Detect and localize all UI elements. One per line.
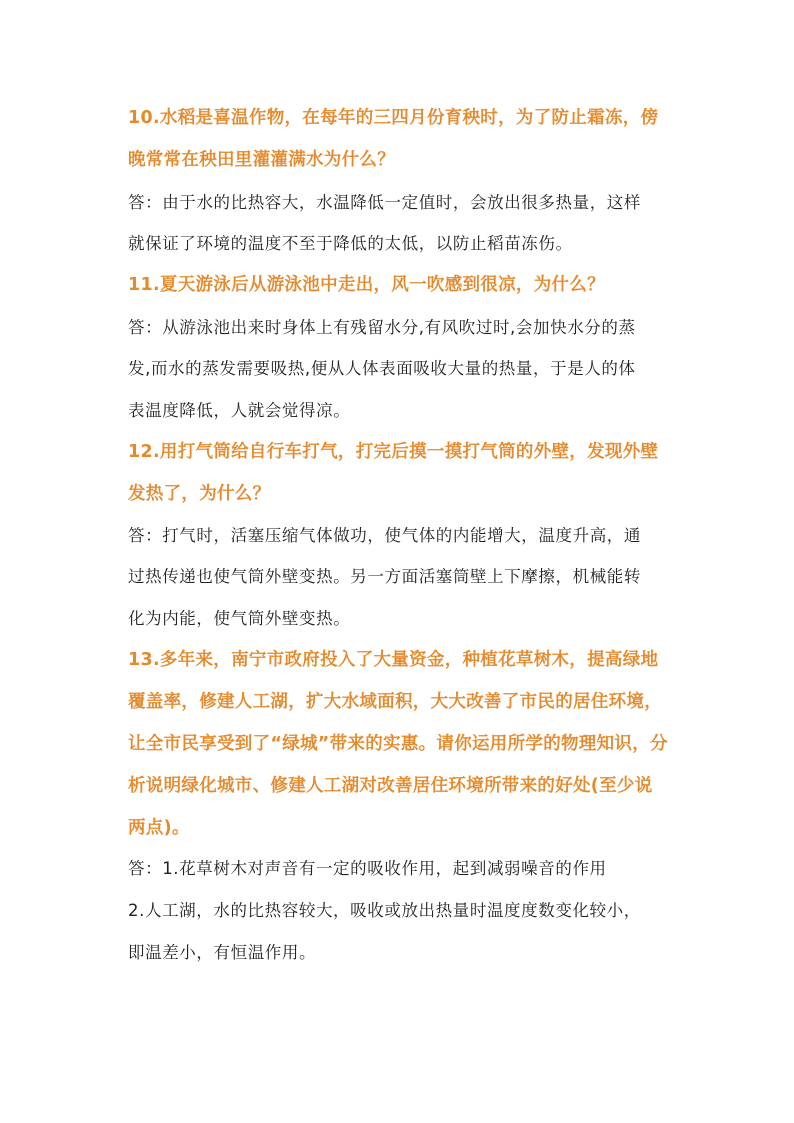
question-13-line-4: 析说明绿化城市、修建人工湖对改善居住环境所带来的好处(至少说 — [128, 776, 653, 796]
question-11-line-1: 11.夏天游泳后从游泳池中走出，风一吹感到很凉，为什么？ — [128, 275, 605, 295]
answer-11-line-1: 答：从游泳池出来时身体上有残留水分,有风吹过时,会加快水分的蒸 — [128, 318, 636, 337]
answer-10-line-2: 就保证了环境的温度不至于降低的太低，以防止稻苗冻伤。 — [128, 234, 573, 253]
question-13-line-1: 13.多年来，南宁市政府投入了大量资金，种植花草树木，提高绿地 — [128, 650, 659, 670]
answer-12-line-3: 化为内能，使气筒外壁变热。 — [128, 609, 351, 628]
question-12-line-2: 发热了，为什么？ — [128, 484, 271, 504]
answer-13-line-3: 即温差小，有恒温作用。 — [128, 943, 317, 962]
answer-11-line-2: 发,而水的蒸发需要吸热,便从人体表面吸收大量的热量，于是人的体 — [128, 359, 636, 378]
answer-11-line-3: 表温度降低，人就会觉得凉。 — [128, 401, 351, 420]
question-10-line-1: 10.水稻是喜温作物，在每年的三四月份育秧时，为了防止霜冻，傍 — [128, 108, 659, 128]
question-13-line-3: 让全市民享受到了“绿城”带来的实惠。请你运用所学的物理知识，分 — [128, 734, 668, 754]
answer-13-line-2: 2.人工湖，水的比热容较大，吸收或放出热量时温度度数变化较小， — [128, 901, 641, 920]
answer-12-line-1: 答：打气时，活塞压缩气体做功，使气体的内能增大，温度升高，通 — [128, 526, 641, 545]
question-10-line-2: 晚常常在秧田里灌灌满水为什么？ — [128, 150, 395, 170]
question-13-line-5: 两点)。 — [128, 818, 190, 838]
question-12-line-1: 12.用打气筒给自行车打气，打完后摸一摸打气筒的外壁，发现外壁 — [128, 442, 659, 462]
question-13-line-2: 覆盖率，修建人工湖，扩大水域面积，大大改善了市民的居住环境， — [128, 692, 662, 712]
answer-13-line-1: 答：1.花草树木对声音有一定的吸收作用，起到减弱噪音的作用 — [128, 859, 607, 878]
answer-12-line-2: 过热传递也使气筒外壁变热。另一方面活塞筒壁上下摩擦，机械能转 — [128, 567, 641, 586]
answer-10-line-1: 答：由于水的比热容大，水温降低一定值时，会放出很多热量，这样 — [128, 193, 641, 212]
